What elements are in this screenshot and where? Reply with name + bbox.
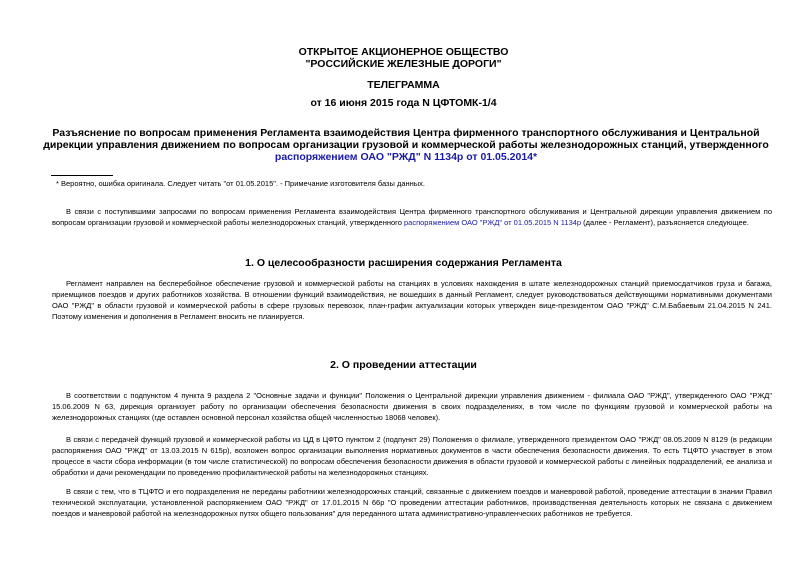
footnote: * Вероятно, ошибка оригинала. Следует читать "от 01.05.2015". - Примечание изготовителя базы данных. bbox=[56, 179, 426, 188]
document-type: ТЕЛЕГРАММА bbox=[367, 79, 440, 91]
section2-heading: 2. О проведении аттестации bbox=[330, 359, 477, 371]
title-order-link[interactable]: распоряжением ОАО "РЖД" N 1134р от 01.05.2014* bbox=[274, 151, 538, 163]
section2-paragraph-2: В связи с передачей функций грузовой и коммерческой работы из ЦД в ЦФТО пунктом 2 (подпункт 29) Положения о филиале, утвержденного президентом ОАО "РЖД" 08.05.2009 N 8129 (в редакции распоряжения ОАО "РЖД" от 13.03.2015 N 615р), возложен вопрос организации выполнения нормативных документов в части обеспечения безопасности движения. То есть ТЦФТО участвует в этом процессе в части сбора информации (в том числе статистической) по вопросам обеспечения безопасности движения в области грузовой и коммерческой работы с линейных подразделений, ее анализа и обработки и дачи рекомендации по проведению профилактической работы на железнодорожных станциях. bbox=[52, 435, 772, 477]
section2-paragraph-1: В соответствии с подпунктом 4 пункта 9 раздела 2 "Основные задачи и функции" Положения о Центральной дирекции управления движением - филиала ОАО "РЖД", утвержденного ОАО "РЖД" 15.06.2009 N 63, дирекция организует работу по организации обеспечения безопасности движения в своих подразделениях, в том числе по функциям грузовой и коммерческой работы на железнодорожных станциях (где оставлен основной персонал хозяйства общей численностью 18068 человек). bbox=[52, 391, 772, 422]
intro-text-before: В связи с поступившими запросами по вопросам применения Регламента взаимодействия Центра фирменного транспортного обслуживания и Центральной дирекции управления движением по вопросам организации грузовой и коммерческой работы железнодорожных станций, утвержденного bbox=[52, 207, 772, 227]
org-name-line2: "РОССИЙСКИЕ ЖЕЛЕЗНЫЕ ДОРОГИ" bbox=[305, 58, 502, 70]
footnote-divider bbox=[51, 175, 113, 176]
section1-paragraph: Регламент направлен на бесперебойное обеспечение грузовой и коммерческой работы на станциях в условиях нахождения в штате железнодорожных станций приемосдатчиков груза и багажа, приемщиков поездов и других работников хозяйства. В отношении функций взаимодействия, не вошедших в данный Регламент, следует руководствоваться действующими нормативными документами ОАО "РЖД" в области грузовой и коммерческой работы в сфере грузовых перевозок, план-график актуализации которых утвержден вице-президентом ОАО "РЖД" С.М.Бабаевым 21.04.2015 N 241. Поэтому изменения и дополнения в Регламент вносить не планируется. bbox=[52, 279, 772, 321]
document-title bbox=[30, 127, 782, 163]
org-name-line1: ОТКРЫТОЕ АКЦИОНЕРНОЕ ОБЩЕСТВО bbox=[298, 46, 509, 58]
section1-heading: 1. О целесообразности расширения содержания Регламента bbox=[245, 257, 562, 269]
title-text: Разъяснение по вопросам применения Регламента взаимодействия Центра фирменного транспортного обслуживания и Центральной дирекции управления движением по вопросам организации грузовой и коммерческой работы железнодорожных станций, утвержденного bbox=[43, 127, 769, 151]
section2-paragraph-3: В связи с тем, что в ТЦФТО и его подразделения не переданы работники железнодорожных станций, связанные с движением поездов и маневровой работой, проведение аттестации в знании Правил технической эксплуатации, установленной распоряжением ОАО "РЖД" от 17.01.2015 N 66р "О проведении аттестации работников, производственная деятельность которых не связана с движением поездов и маневровой работой на железнодорожных путях общего пользования" для переданного штата административно-управленческих работников не требуется. bbox=[52, 487, 772, 518]
intro-paragraph bbox=[52, 206, 772, 228]
intro-text-after: (далее - Регламент), разъясняется следующее. bbox=[581, 218, 749, 227]
intro-order-link[interactable]: распоряжением ОАО "РЖД" от 01.05.2015 N 1134р bbox=[403, 218, 582, 227]
document-date: от 16 июня 2015 года N ЦФТОМК-1/4 bbox=[310, 97, 497, 109]
